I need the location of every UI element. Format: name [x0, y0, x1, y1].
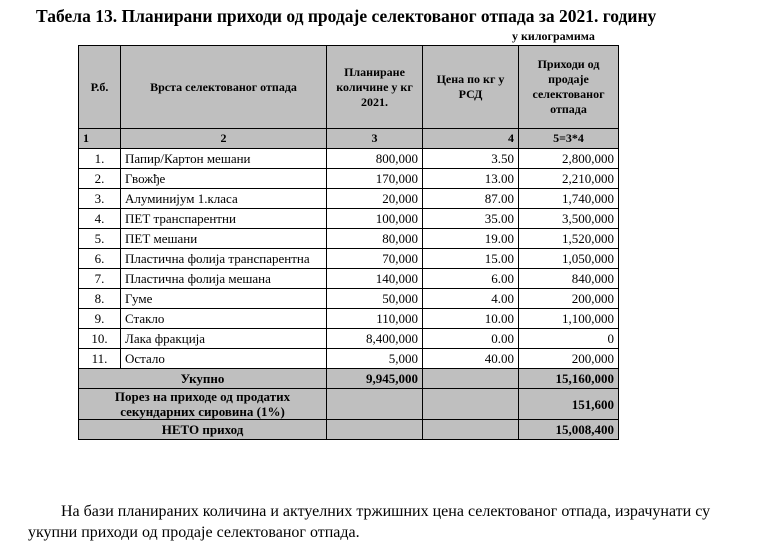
waste-type-cell: Гуме	[121, 289, 327, 309]
revenue-cell: 3,500,000	[519, 209, 619, 229]
body-paragraph	[28, 501, 728, 543]
total-revenue: 15,160,000	[519, 369, 619, 389]
col-number-4: 4	[423, 129, 519, 149]
price-per-kg-cell: 19.00	[423, 229, 519, 249]
table-row	[79, 309, 619, 329]
price-per-kg-cell: 13.00	[423, 169, 519, 189]
row-number-cell: 1.	[79, 149, 121, 169]
planned-quantity-cell: 70,000	[327, 249, 423, 269]
waste-type-cell: Пластична фолија мешана	[121, 269, 327, 289]
row-number-cell: 10.	[79, 329, 121, 349]
price-per-kg-cell: 15.00	[423, 249, 519, 269]
row-number-cell: 9.	[79, 309, 121, 329]
price-per-kg-cell: 87.00	[423, 189, 519, 209]
row-number-cell: 4.	[79, 209, 121, 229]
header-planned-quantity: Планиране количине у кг 2021.	[327, 46, 423, 129]
planned-quantity-cell: 8,400,000	[327, 329, 423, 349]
unit-note: у килограмима	[512, 29, 595, 43]
table-row	[79, 289, 619, 309]
net-row	[79, 420, 619, 440]
revenue-cell: 200,000	[519, 349, 619, 369]
net-empty-cell-1	[327, 420, 423, 440]
planned-quantity-cell: 80,000	[327, 229, 423, 249]
col-number-3: 3	[327, 129, 423, 149]
table-row	[79, 329, 619, 349]
header-row	[79, 46, 619, 129]
price-per-kg-cell: 4.00	[423, 289, 519, 309]
row-number-cell: 5.	[79, 229, 121, 249]
waste-type-cell: Пластична фолија транспарентна	[121, 249, 327, 269]
table-caption: Табела 13. Планирани приходи од продаје селектованог отпада за 2021. годину	[36, 6, 657, 26]
row-number-cell: 2.	[79, 169, 121, 189]
revenue-table	[78, 45, 619, 440]
table-row	[79, 149, 619, 169]
table-row	[79, 169, 619, 189]
total-quantity: 9,945,000	[327, 369, 423, 389]
tax-empty-cell-2	[423, 389, 519, 420]
revenue-cell: 1,520,000	[519, 229, 619, 249]
table-row	[79, 249, 619, 269]
waste-type-cell: Лака фракција	[121, 329, 327, 349]
total-empty-cell	[423, 369, 519, 389]
table-row	[79, 229, 619, 249]
table-row	[79, 349, 619, 369]
total-row	[79, 369, 619, 389]
revenue-cell: 1,740,000	[519, 189, 619, 209]
row-number-cell: 3.	[79, 189, 121, 209]
planned-quantity-cell: 110,000	[327, 309, 423, 329]
price-per-kg-cell: 0.00	[423, 329, 519, 349]
paragraph-text: На бази планираних количина и актуелних тржишних цена селектованог отпада, израчунати су укупни приходи од продаје селектованог отпада.	[28, 503, 711, 541]
planned-quantity-cell: 20,000	[327, 189, 423, 209]
table-row	[79, 209, 619, 229]
price-per-kg-cell: 3.50	[423, 149, 519, 169]
planned-quantity-cell: 50,000	[327, 289, 423, 309]
waste-type-cell: Алуминијум 1.класа	[121, 189, 327, 209]
waste-type-cell: ПЕТ транспарентни	[121, 209, 327, 229]
price-per-kg-cell: 6.00	[423, 269, 519, 289]
row-number-cell: 8.	[79, 289, 121, 309]
tax-value: 151,600	[519, 389, 619, 420]
planned-quantity-cell: 170,000	[327, 169, 423, 189]
revenue-cell: 1,100,000	[519, 309, 619, 329]
header-rb: Р.б.	[79, 46, 121, 129]
header-revenue: Приходи од продаје селектованог отпада	[519, 46, 619, 129]
price-per-kg-cell: 40.00	[423, 349, 519, 369]
row-number-cell: 7.	[79, 269, 121, 289]
waste-type-cell: Остало	[121, 349, 327, 369]
row-number-cell: 11.	[79, 349, 121, 369]
table-row	[79, 269, 619, 289]
revenue-cell: 2,800,000	[519, 149, 619, 169]
column-number-row	[79, 129, 619, 149]
revenue-cell: 0	[519, 329, 619, 349]
header-price-per-kg: Цена по кг у РСД	[423, 46, 519, 129]
planned-quantity-cell: 140,000	[327, 269, 423, 289]
col-number-5: 5=3*4	[519, 129, 619, 149]
price-per-kg-cell: 10.00	[423, 309, 519, 329]
col-number-2: 2	[121, 129, 327, 149]
revenue-cell: 2,210,000	[519, 169, 619, 189]
waste-type-cell: Стакло	[121, 309, 327, 329]
row-number-cell: 6.	[79, 249, 121, 269]
tax-label: Порез на приходе од продатих секундарних сировина (1%)	[79, 389, 327, 420]
planned-quantity-cell: 800,000	[327, 149, 423, 169]
price-per-kg-cell: 35.00	[423, 209, 519, 229]
col-number-1: 1	[79, 129, 121, 149]
planned-quantity-cell: 100,000	[327, 209, 423, 229]
header-waste-type: Врста селектованог отпада	[121, 46, 327, 129]
revenue-cell: 200,000	[519, 289, 619, 309]
tax-empty-cell-1	[327, 389, 423, 420]
revenue-cell: 840,000	[519, 269, 619, 289]
tax-row	[79, 389, 619, 420]
waste-type-cell: Папир/Картон мешани	[121, 149, 327, 169]
waste-type-cell: Гвожђе	[121, 169, 327, 189]
net-label: НЕТО приход	[79, 420, 327, 440]
waste-type-cell: ПЕТ мешани	[121, 229, 327, 249]
total-label: Укупно	[79, 369, 327, 389]
net-empty-cell-2	[423, 420, 519, 440]
net-value: 15,008,400	[519, 420, 619, 440]
planned-quantity-cell: 5,000	[327, 349, 423, 369]
table-row	[79, 189, 619, 209]
revenue-cell: 1,050,000	[519, 249, 619, 269]
